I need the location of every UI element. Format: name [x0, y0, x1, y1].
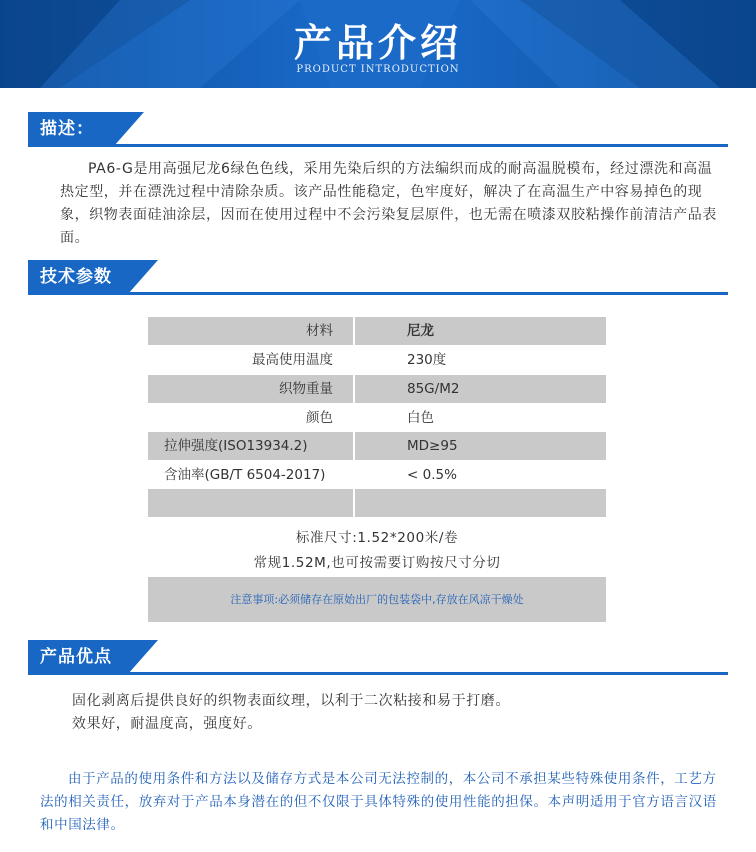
tab-slope	[128, 260, 158, 294]
spec-row-weight	[148, 375, 606, 403]
section-rule	[28, 672, 728, 675]
description-text: PA6-G是用高强尼龙6绿色色线，采用先染后织的方法编织而成的耐高温脱模布，经过漂洗和高温热定型，并在漂洗过程中清除杂质。该产品性能稳定，色牢度好，解决了在高温生产中容易掉色的现象，织物表面硅油涂层，因而在使用过程中不会污染复层原件，也无需在喷漆双胶粘操作前清洁产品表面。	[60, 161, 717, 246]
spec-row-material	[148, 317, 606, 345]
spec-key: 材料	[148, 317, 353, 345]
spec-key: 拉伸强度(ISO13934.2)	[148, 432, 353, 460]
page-title: 产品介绍	[293, 21, 462, 65]
spec-value: 85G/M2	[355, 375, 606, 403]
spec-key: 织物重量	[148, 375, 353, 403]
spec-value: MD≥95	[355, 432, 606, 460]
section-title-specs: 技术参数	[28, 260, 128, 294]
spec-key: 含油率(GB/T 6504-2017)	[164, 467, 326, 483]
advantages-text	[72, 690, 732, 736]
spec-row-max-temp	[148, 346, 606, 374]
section-rule	[28, 292, 728, 295]
spec-row-tensile	[148, 432, 606, 460]
spec-key: 颜色	[306, 410, 333, 426]
spec-key-empty	[148, 489, 353, 517]
advantage-line-1: 固化剥离后提供良好的织物表面纹理，以利于二次粘接和易于打磨。	[72, 693, 510, 709]
spec-row-oil-content	[148, 461, 606, 489]
section-header-specs	[28, 260, 728, 296]
advantage-line-2: 效果好，耐温度高，强度好。	[72, 716, 262, 732]
section-title-description: 描述：	[28, 112, 114, 146]
storage-notice: 注意事项:必须储存在原始出厂的包装袋中,存放在风凉干燥处	[148, 577, 606, 622]
section-rule	[28, 144, 728, 147]
spec-row-empty	[148, 489, 606, 517]
custom-size: 常规1.52M,也可按需要订购按尺寸分切	[253, 555, 501, 571]
spec-value-empty	[355, 489, 606, 517]
spec-value: 白色	[407, 410, 434, 426]
page-subtitle: PRODUCT INTRODUCTION	[296, 64, 460, 75]
spec-value: 230度	[407, 352, 447, 368]
section-header-advantages	[28, 640, 728, 676]
section-header-description	[28, 112, 728, 148]
spec-key: 最高使用温度	[252, 352, 333, 368]
standard-size: 标准尺寸:1.52*200米/卷	[295, 530, 459, 546]
spec-value: 尼龙	[355, 317, 606, 345]
tab-slope	[114, 112, 144, 146]
disclaimer-text: 由于产品的使用条件和方法以及储存方式是本公司无法控制的，本公司不承担某些特殊使用条件，工艺方法的相关责任，放弃对于产品本身潜在的但不仅限于具体特殊的使用性能的担保。本声明适用于官方语言汉语和中国法律。	[40, 771, 717, 833]
spec-row-color	[148, 404, 606, 432]
tab-slope	[128, 640, 158, 674]
section-title-advantages: 产品优点	[28, 640, 128, 674]
spec-value: < 0.5%	[407, 467, 457, 483]
header-banner	[0, 0, 756, 88]
